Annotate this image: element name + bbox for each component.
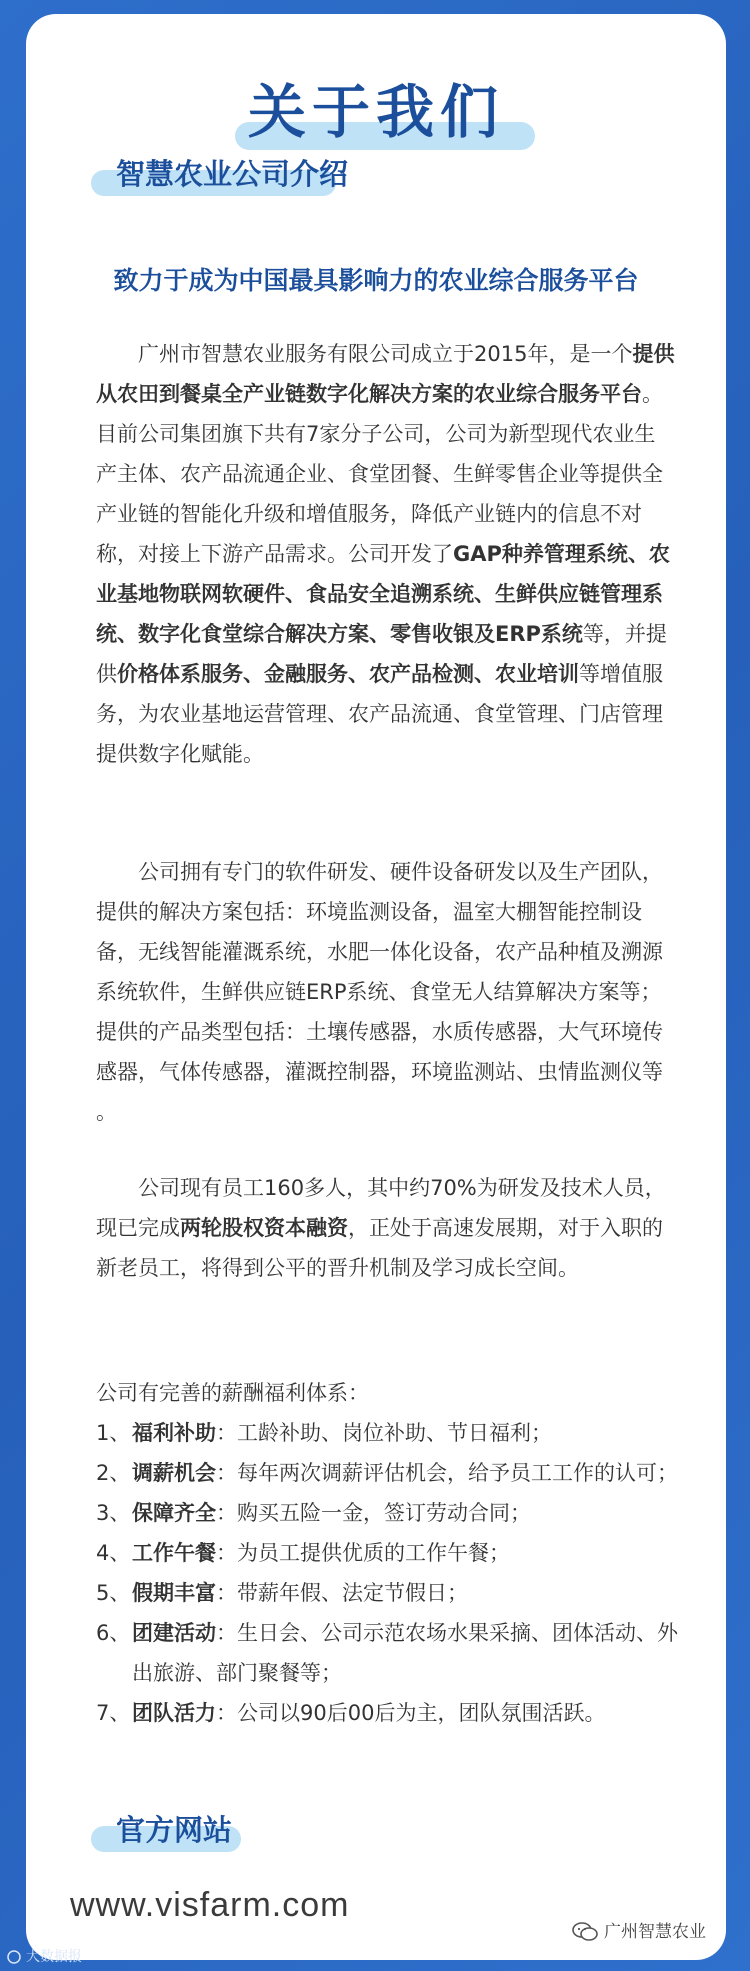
solutions-text: 公司拥有专门的软件研发、硬件设备研发以及生产团队，提供的解决方案包括：环境监测设备，温室大棚智能控制设备，无线智能灌溉系统，水肥一体化设备，农产品种植及溯源系统软件，生鲜供应链ERP系统、食堂无人结算解决方案等；提供的产品类型包括：土壤传感器，水质传感器，大气环境传感器，气体传感器，灌溉控制器，环境监测站、虫情监测仪等 。	[96, 860, 663, 1124]
body-text: 公司现有员工160多人，其中约70%为研发及技术人员，现已完成	[96, 1176, 666, 1240]
title-block	[26, 72, 726, 162]
benefit-body	[132, 1613, 686, 1693]
highlighted-text: GAP种养管理系统、农业基地物联网软硬件、食品安全追溯系统、生鲜供应链管理系统、数字化食堂综合解决方案、零售收银及ERP系统	[96, 542, 670, 646]
benefit-title: 保障齐全	[132, 1501, 216, 1525]
benefit-body	[132, 1533, 686, 1573]
intro-paragraph	[96, 334, 676, 774]
benefit-item	[96, 1613, 686, 1693]
content-card	[26, 14, 726, 1960]
benefit-description: ：公司以90后00后为主，团队氛围活跃。	[216, 1701, 606, 1725]
page-title: 关于我们	[247, 78, 504, 146]
benefits-list	[96, 1373, 686, 1733]
wechat-account-name: 广州智慧农业	[604, 1922, 706, 1942]
highlighted-text: 两轮股权资本融资	[180, 1216, 348, 1240]
benefit-item	[96, 1573, 686, 1613]
benefit-item	[96, 1493, 686, 1533]
website-heading: 官方网站	[116, 1813, 233, 1847]
benefit-number: 2、	[96, 1461, 131, 1485]
benefit-item	[96, 1413, 686, 1453]
body-text: ，正处于高速发展期，对于入职的新老员工，将得到公平的晋升机制及学习成长空间。	[96, 1216, 663, 1280]
body-text: 广州市智慧农业服务有限公司成立于2015年，是一个	[138, 342, 633, 366]
intro-text	[96, 334, 676, 774]
staff-text	[96, 1168, 676, 1288]
benefit-title: 团建活动	[132, 1621, 216, 1645]
staff-paragraph	[96, 1168, 676, 1288]
benefit-item	[96, 1533, 686, 1573]
benefit-description: ：购买五险一金，签订劳动合同；	[216, 1501, 531, 1525]
intro-heading-block	[91, 152, 349, 202]
benefit-rows	[96, 1413, 686, 1733]
benefit-body	[132, 1693, 686, 1733]
benefit-title: 团队活力	[132, 1701, 216, 1725]
benefit-number: 7、	[96, 1701, 131, 1725]
highlighted-text: 价格体系服务、金融服务、农产品检测、农业培训	[117, 662, 579, 686]
benefit-number: 1、	[96, 1421, 131, 1445]
benefit-number: 3、	[96, 1501, 131, 1525]
benefit-number: 4、	[96, 1541, 131, 1565]
source-label: 大数据报	[26, 1949, 82, 1965]
benefit-body	[132, 1493, 686, 1533]
benefit-title: 工作午餐	[132, 1541, 216, 1565]
benefits-intro: 公司有完善的薪酬福利体系：	[96, 1381, 369, 1405]
wechat-icon	[572, 1922, 598, 1942]
corner-watermark	[6, 1946, 82, 1968]
source-logo-icon	[6, 1949, 22, 1965]
highlighted-text: 提供从农田到餐桌全产业链数字化解决方案的农业综合服务平台	[96, 342, 675, 406]
benefit-number: 6、	[96, 1621, 131, 1645]
body-text: 等增值服务，为农业基地运营管理、农产品流通、食堂管理、门店管理提供数字化赋能。	[96, 662, 663, 766]
benefit-title: 调薪机会	[132, 1461, 216, 1485]
benefit-description: ：带薪年假、法定节假日；	[216, 1581, 468, 1605]
benefit-description: ：为员工提供优质的工作午餐；	[216, 1541, 510, 1565]
website-heading-block	[91, 1808, 241, 1858]
solutions-paragraph	[96, 852, 676, 1132]
benefit-body	[132, 1413, 686, 1453]
benefit-title: 假期丰富	[132, 1581, 216, 1605]
body-text: 等，并提供	[96, 622, 667, 686]
benefit-item	[96, 1693, 686, 1733]
benefit-description: ：每年两次调薪评估机会，给予员工工作的认可；	[216, 1461, 678, 1485]
benefit-body	[132, 1453, 686, 1493]
benefit-description: ：生日会、公司示范农场水果采摘、团体活动、外出旅游、部门聚餐等；	[132, 1621, 678, 1685]
benefit-title: 福利补助	[132, 1421, 216, 1445]
slogan: 致力于成为中国最具影响力的农业综合服务平台	[113, 266, 639, 295]
benefit-number: 5、	[96, 1581, 131, 1605]
intro-heading: 智慧农业公司介绍	[116, 157, 349, 191]
benefit-description: ：工龄补助、岗位补助、节日福利；	[216, 1421, 552, 1445]
website-link[interactable]: www.visfarm.com	[70, 1886, 350, 1924]
benefit-body	[132, 1573, 686, 1613]
body-text: 。目前公司集团旗下共有7家分子公司，公司为新型现代农业生产主体、农产品流通企业、食堂团餐、生鲜零售企业等提供全产业链的智能化升级和增值服务，降低产业链内的信息不对称，对接上下游产品需求。公司开发了	[96, 382, 663, 566]
benefit-item	[96, 1453, 686, 1493]
wechat-watermark	[572, 1920, 706, 1944]
